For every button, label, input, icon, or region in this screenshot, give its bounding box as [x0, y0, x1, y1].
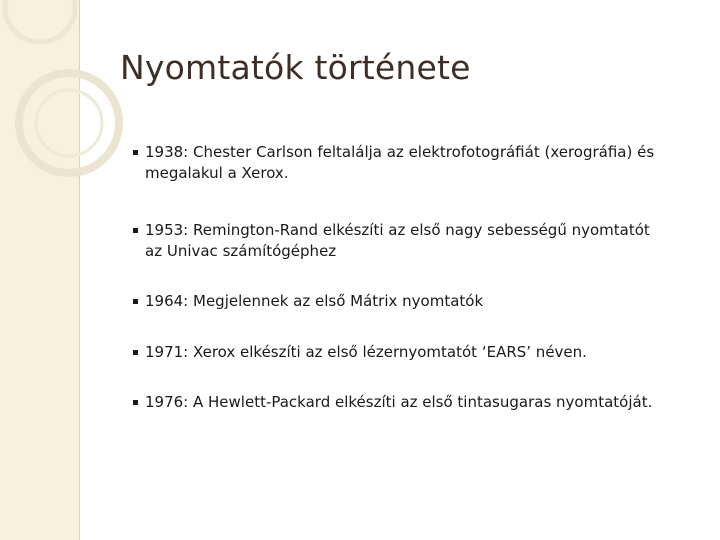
decorative-ring-top [5, 0, 75, 42]
bullet-marker [133, 150, 138, 155]
bullet-text: 1971: Xerox elkészíti az első lézernyomtatót ‘EARS’ néven. [145, 343, 587, 361]
bullet-marker [133, 400, 138, 405]
bullet-text: 1938: Chester Carlson feltalálja az elektrofotográfiát (xerográfia) és megalakul a Xerox. [145, 143, 655, 182]
bullet-text: 1976: A Hewlett-Packard elkészíti az első tintasugaras nyomtatóját. [145, 393, 653, 411]
decorative-ring-inner [36, 90, 102, 156]
bullet-text: 1953: Remington-Rand elkészíti az első nagy sebességű nyomtatót az Univac számítógéphez [145, 221, 650, 260]
bullet-marker [133, 299, 138, 304]
bullet-text: 1964: Megjelennek az első Mátrix nyomtatók [145, 292, 484, 310]
bullet-item-1938 [130, 142, 670, 184]
bullet-item-1953 [130, 220, 670, 262]
bullet-marker [133, 350, 138, 355]
bullet-item-1976 [130, 392, 670, 413]
bullet-marker [133, 228, 138, 233]
bullet-item-1971 [130, 342, 670, 363]
decorative-ring-large [19, 73, 119, 173]
bullet-item-1964 [130, 291, 670, 312]
slide-title: Nyomtatók története [120, 48, 471, 87]
